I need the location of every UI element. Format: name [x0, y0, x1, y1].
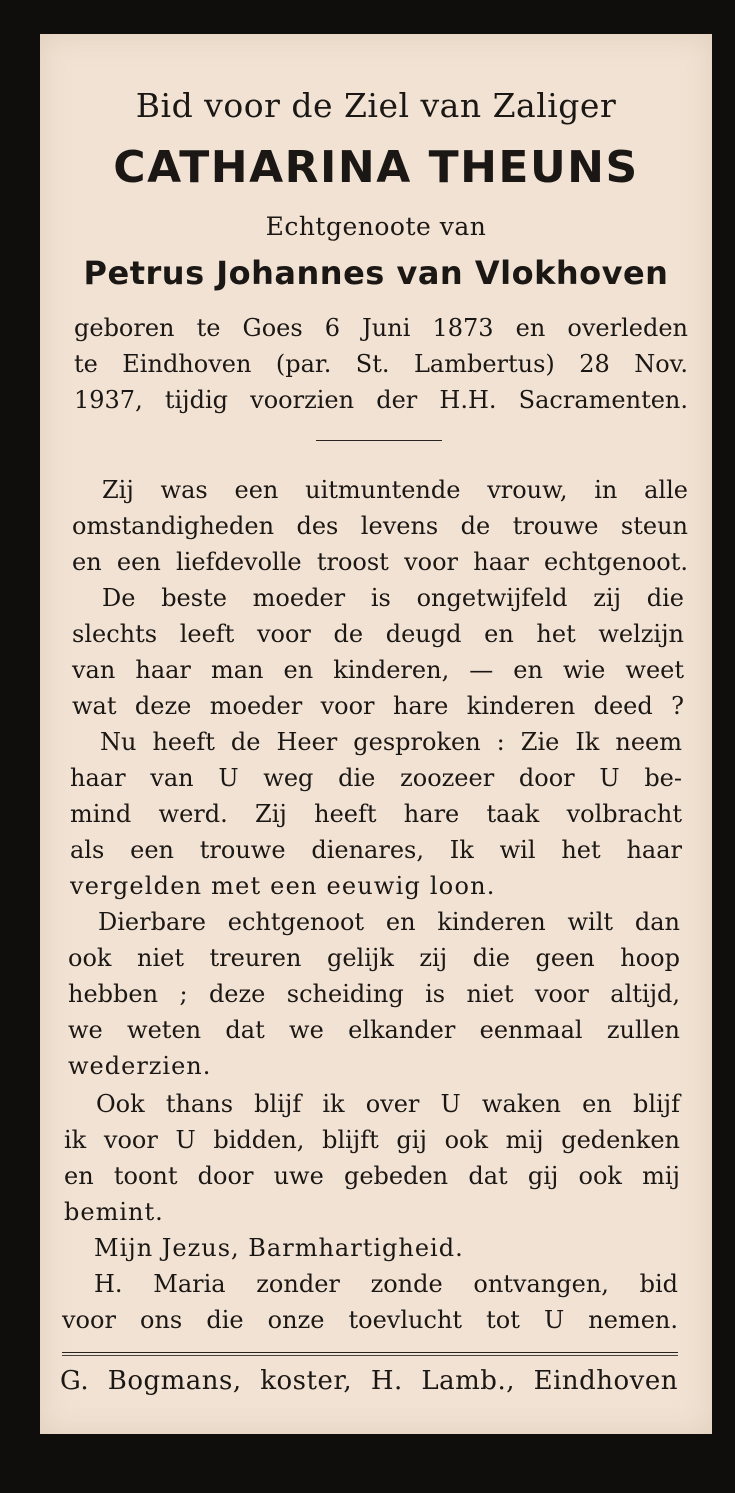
body-line: wederzien. [68, 1052, 212, 1080]
body-line: als een trouwe dienares, Ik wil het haar [70, 836, 682, 864]
body-line: vergelden met een eeuwig loon. [70, 872, 496, 900]
footer-divider-second [62, 1355, 678, 1356]
footer-divider [62, 1352, 678, 1353]
body-line: wat deze moeder voor hare kinderen deed ? [72, 692, 684, 720]
body-line: Ook thans blijf ik over U waken en blijf [96, 1090, 680, 1118]
printer-credit: G. Bogmans, koster, H. Lamb., Eindhoven [60, 1366, 678, 1396]
body-line: slechts leeft voor de deugd en het welzijn [72, 620, 684, 648]
spouse-name: Petrus Johannes van Vlokhoven [83, 254, 669, 292]
body-line: we weten dat we elkander eenmaal zullen [68, 1016, 680, 1044]
intro-line: te Eindhoven (par. St. Lambertus) 28 Nov. [74, 350, 688, 378]
body-line: H. Maria zonder zonde ontvangen, bid [94, 1270, 678, 1298]
body-line: haar van U weg die zoozeer door U be- [70, 764, 682, 792]
body-line: mind werd. Zij heeft hare taak volbracht [70, 800, 682, 828]
intro-line: 1937, tijdig voorzien der H.H. Sacramenten. [74, 386, 688, 414]
memorial-card [40, 34, 712, 1434]
intro-line: geboren te Goes 6 Juni 1873 en overleden [74, 314, 688, 342]
body-line: Nu heeft de Heer gesproken : Zie Ik neem [100, 728, 682, 756]
body-line: en toont door uwe gebeden dat gij ook mij [64, 1162, 680, 1190]
deceased-name: CATHARINA THEUNS [113, 142, 639, 193]
body-line: hebben ; deze scheiding is niet voor altijd, [68, 980, 680, 1008]
body-line: omstandigheden des levens de trouwe steun [72, 512, 688, 540]
prayer-heading: Bid voor de Ziel van Zaliger [135, 86, 617, 125]
body-line: van haar man en kinderen, — en wie weet [72, 656, 684, 684]
spouse-intro: Echtgenoote van [265, 212, 487, 241]
section-divider [316, 440, 442, 441]
body-line: ook niet treuren gelijk zij die geen hoop [68, 944, 680, 972]
body-line: en een liefdevolle troost voor haar echtgenoot. [72, 548, 688, 576]
body-line: De beste moeder is ongetwijfeld zij die [102, 584, 684, 612]
body-line: voor ons die onze toevlucht tot U nemen. [62, 1306, 678, 1334]
body-line: ik voor U bidden, blijft gij ook mij gedenken [64, 1126, 680, 1154]
body-line: Zij was een uitmuntende vrouw, in alle [102, 476, 688, 504]
body-line: Dierbare echtgenoot en kinderen wilt dan [98, 908, 680, 936]
body-line: Mijn Jezus, Barmhartigheid. [94, 1234, 464, 1262]
body-line: bemint. [64, 1198, 164, 1226]
